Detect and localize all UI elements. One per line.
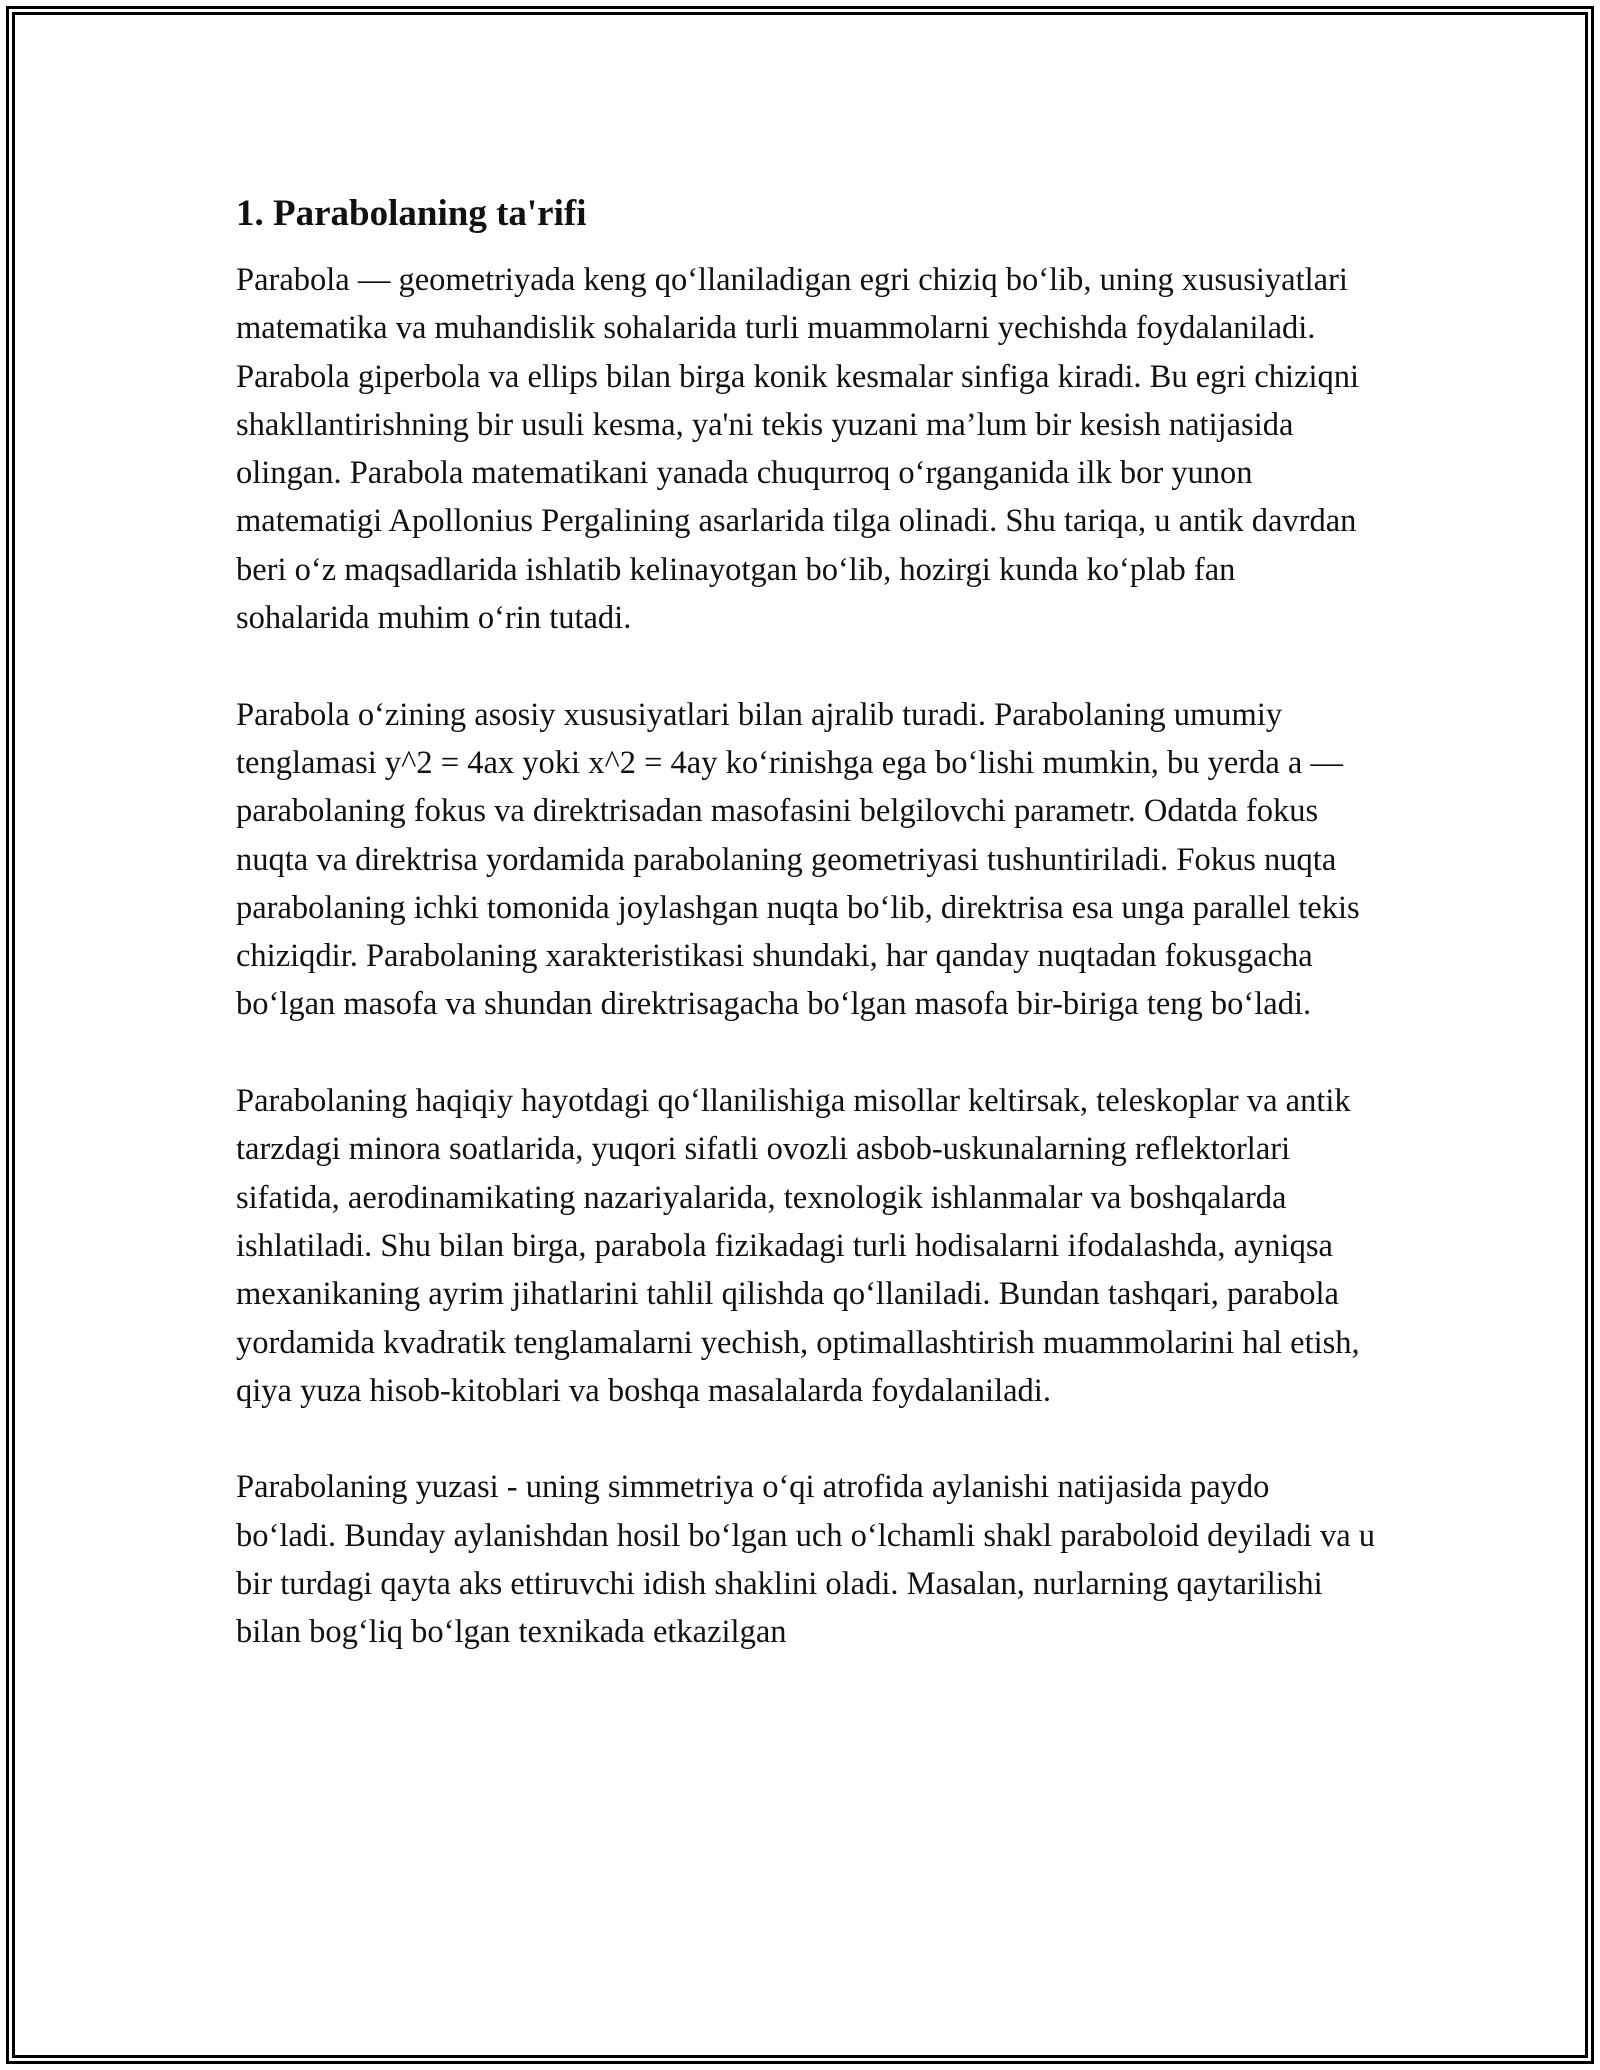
paragraph-surface: Parabolaning yuzasi - uning simmetriya o‘qi atrofida aylanishi natijasida paydo bo‘ladi. Bunday aylanishdan hosil bo‘lgan uch o‘lchamli shakl paraboloid deyiladi va u bir turdagi qayta aks ettiruvchi idish shaklini oladi. Masalan, nurlarning qaytarilishi bilan bog‘liq bo‘lgan texnikada etkazilgan (236, 1469, 1376, 1651)
document-body (236, 188, 1376, 1657)
paragraph-applications: Parabolaning haqiqiy hayotdagi qo‘llanilishiga misollar keltirsak, teleskoplar va antik tarzdagi minora soatlarida, yuqori sifatli ovozli asbob-uskunalarning reflektorlari sifatida, aerodinamikating nazariyalarida, texnologik ishlanmalar va boshqalarda ishlatiladi. Shu bilan birga, parabola fizikadagi turli hodisalarni ifodalashda, ayniqsa mexanikaning ayrim jihatlarini tahlil qilishda qo‘llaniladi. Bundan tashqari, parabola yordamida kvadratik tenglamalarni yechish, optimallashtirish muammolarini hal etish, qiya yuza hisob-kitoblari va boshqa masalalarda foydalaniladi. (236, 1083, 1360, 1409)
section-heading: 1. Parabolaning ta'rifi (236, 193, 587, 234)
paragraph-properties: Parabola o‘zining asosiy xususiyatlari bilan ajralib turadi. Parabolaning umumiy tenglamasi y^2 = 4ax yoki x^2 = 4ay ko‘rinishga ega bo‘lishi mumkin, bu yerda a — parabolaning fokus va direktrisadan masofasini belgilovchi parametr. Odatda fokus nuqta va direktrisa yordamida parabolaning geometriyasi tushuntiriladi. Fokus nuqta parabolaning ichki tomonida joylashgan nuqta bo‘lib, direktrisa esa unga parallel tekis chiziqdir. Parabolaning xarakteristikasi shundaki, har qanday nuqtadan fokusgacha bo‘lgan masofa va shundan direktrisagacha bo‘lgan masofa bir-biriga teng bo‘ladi. (236, 696, 1360, 1023)
paragraph-definition: Parabola — geometriyada keng qo‘llaniladigan egri chiziq bo‘lib, uning xususiyatlari matematika va muhandislik sohalarida turli muammolarni yechishda foydalaniladi. Parabola giperbola va ellips bilan birga konik kesmalar sinfiga kiradi. Bu egri chiziqni shakllantirishning bir usuli kesma, ya'ni tekis yuzani ma’lum bir kesish natijasida olingan. Parabola matematikani yanada chuqurroq o‘rganganida ilk bor yunon matematigi Apollonius Pergalining asarlarida tilga olinadi. Shu tariqa, u antik davrdan beri o‘z maqsadlarida ishlatib kelinayotgan bo‘lib, hozirgi kunda ko‘plab fan sohalarida muhim o‘rin tutadi. (236, 262, 1360, 637)
